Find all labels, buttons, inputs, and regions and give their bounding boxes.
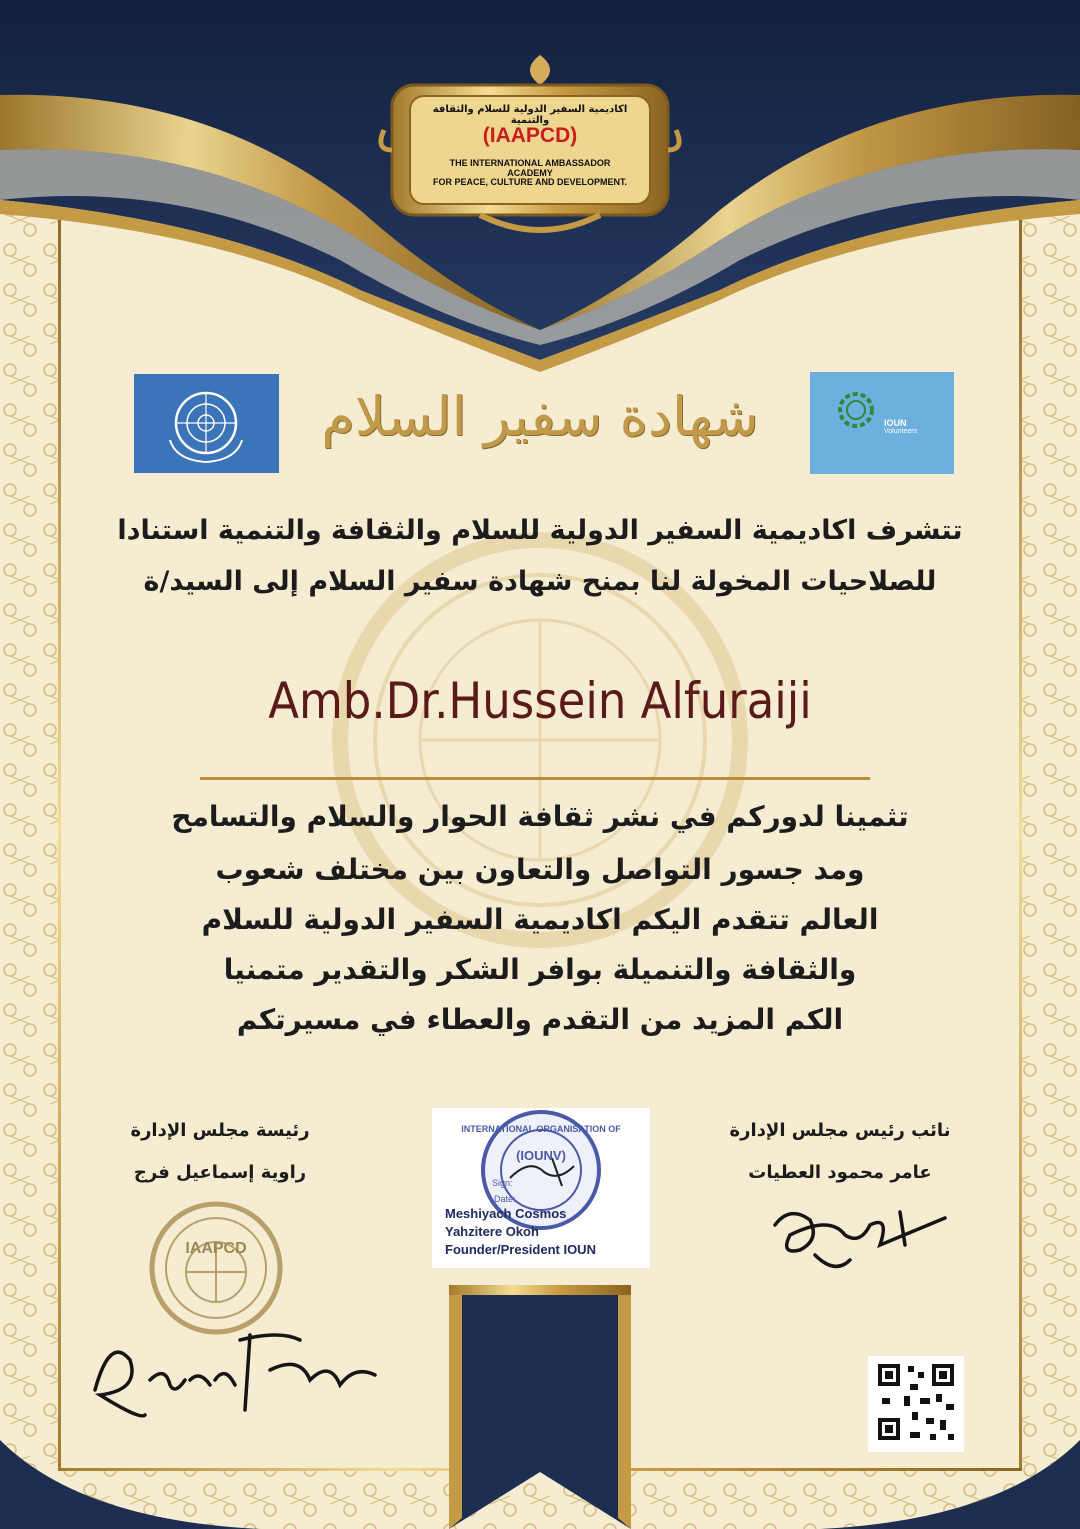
vice-chair-title: نائب رئيس مجلس الإدارة <box>729 1120 951 1141</box>
intro-line-1: تتشرف اكاديمية السفير الدولية للسلام والثقافة والتنمية استنادا <box>117 515 963 546</box>
certificate-title: شهادة سفير السلام <box>321 385 759 448</box>
qr-code <box>868 1356 964 1452</box>
stamp-sign-label: Sign: <box>492 1178 513 1188</box>
un-emblem-overlay <box>134 374 279 473</box>
logo-english-line1: THE INTERNATIONAL AMBASSADOR ACADEMY <box>449 158 611 178</box>
intro-line-2: للصلاحيات المخولة لنا بمنح شهادة سفير السلام إلى السيد/ة <box>143 566 937 597</box>
stamp-ring-text: INTERNATIONAL ORGANISATION OF <box>461 1124 621 1134</box>
stamp-signer-line-2: Yahzitere Okoh <box>445 1224 539 1239</box>
un-globe-icon <box>170 393 242 462</box>
logo-abbreviation: (IAAPCD) <box>482 124 578 147</box>
ioun-emblem-overlay <box>810 372 954 474</box>
recipient-name: Amb.Dr.Hussein Alfuraiji <box>268 672 812 730</box>
body-line-4: والثقافة والتنميلة بوافر الشكر والتقدير متمنيا <box>223 953 857 986</box>
vice-chair-name: عامر محمود العطيات <box>748 1162 932 1183</box>
stamp-signer-line-1: Meshiyach Cosmos <box>445 1206 567 1221</box>
chair-title: رئيسة مجلس الإدارة <box>130 1120 310 1141</box>
logo-english-line2: FOR PEACE, CULTURE AND DEVELOPMENT. <box>432 177 627 187</box>
stamp-date-label: Date: <box>494 1194 516 1204</box>
body-line-2: ومد جسور التواصل والتعاون بين مختلف شعوب <box>215 853 865 886</box>
logo-arabic-text: اكاديمية السفير الدولية للسلام والثقافة والتنمية <box>432 104 628 126</box>
stamp-center-text: (IOUNV) <box>516 1148 566 1163</box>
ioun-laurel-icon <box>840 394 872 426</box>
body-line-1: تثمينا لدوركم في نشر ثقافة الحوار والسلام والتسامح <box>171 800 909 833</box>
chair-signature-text <box>90 1440 91 1441</box>
ioun-logo-name: IOUN <box>884 418 907 428</box>
stamp-signer-line-3: Founder/President IOUN <box>445 1242 596 1257</box>
name-underline-divider <box>200 777 870 780</box>
seal-label: IAAPCD <box>185 1240 247 1257</box>
body-line-3: العالم تتقدم اليكم اكاديمية السفير الدولية للسلام <box>201 903 879 936</box>
body-line-5: الكم المزيد من التقدم والعطاء في مسيرتكم <box>236 1003 844 1036</box>
chair-name: راوية إسماعيل فرج <box>133 1162 307 1183</box>
ioun-logo-subtitle: Volunteers <box>884 428 918 435</box>
